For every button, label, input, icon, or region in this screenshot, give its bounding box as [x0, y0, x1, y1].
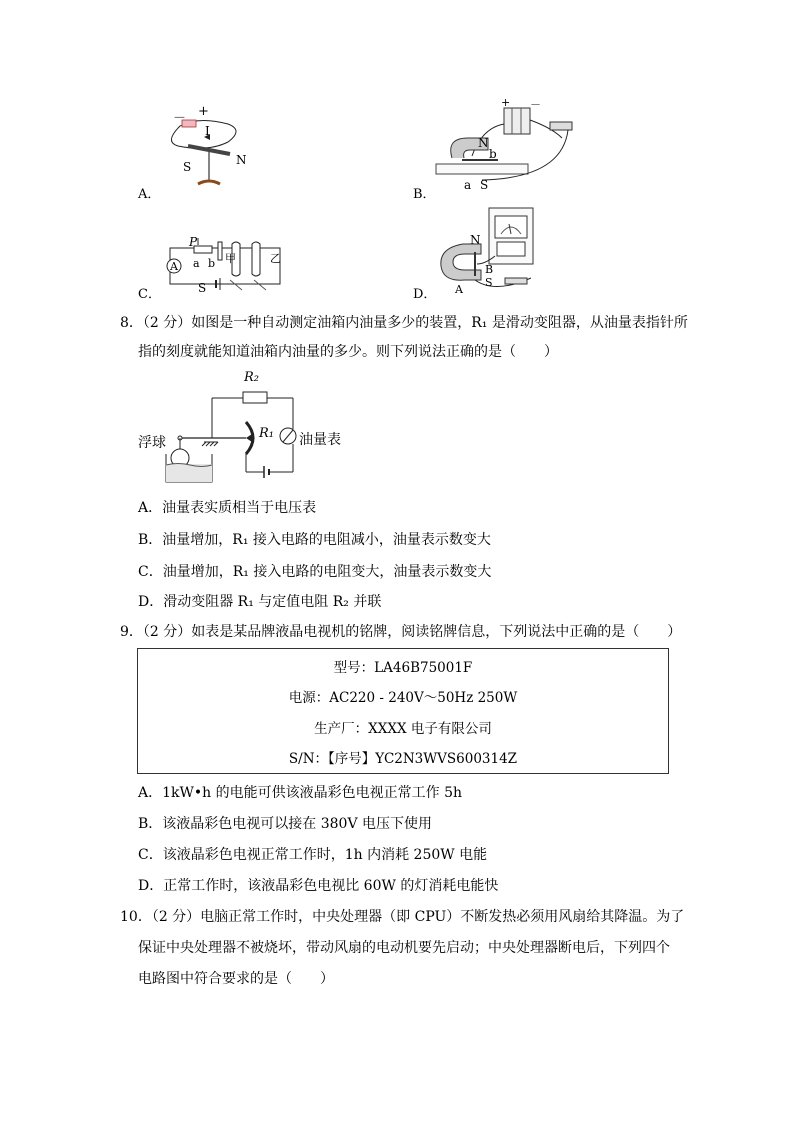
- q7-d-s: S: [485, 276, 493, 289]
- q7-c-yi: 乙: [270, 252, 281, 265]
- q7-b-a: a: [464, 178, 472, 192]
- q7-d-b: B: [485, 263, 494, 276]
- q7-d-a: A: [455, 283, 463, 296]
- q7-a-south: S: [183, 160, 192, 174]
- q8-fig-gauge: 油量表: [299, 432, 341, 448]
- q7-b-figure: [432, 98, 582, 198]
- q7-b-north: N: [478, 136, 489, 150]
- q10-stem-line3: 电路图中符合要求的是（ ）: [138, 971, 334, 987]
- q7-a-current: I: [205, 124, 210, 138]
- q7-c-a: a: [193, 257, 200, 270]
- q8-option-d: D．滑动变阻器 R₁ 与定值电阻 R₂ 并联: [138, 594, 382, 610]
- q7-b-minus: －: [530, 98, 541, 111]
- q8-fig-r1: R₁: [259, 426, 274, 441]
- q7-option-c-label: C．: [138, 287, 161, 302]
- nameplate-model: 型号：LA46B75001F: [333, 660, 473, 676]
- q7-a-figure: [158, 106, 248, 196]
- q7-option-a-label: A．: [138, 187, 161, 202]
- q7-b-south: S: [480, 178, 489, 192]
- q7-d-north: N: [470, 233, 481, 247]
- nameplate-serial: S/N：【序号】YC2N3WVS600314Z: [288, 751, 518, 767]
- q7-a-plus: +: [198, 104, 209, 119]
- q9-stem: 9．（2 分）如表是某品牌液晶电视机的铭牌，阅读铭牌信息，下列说法中正确的是（ ）: [120, 624, 682, 640]
- q7-c-jia: 甲: [225, 252, 236, 265]
- q7-b-b: b: [489, 147, 497, 161]
- q7-a-minus: －: [173, 111, 187, 126]
- q7-option-b-label: B．: [413, 187, 436, 202]
- q9-option-c: C．该液晶彩色电视正常工作时，1h 内消耗 250W 电能: [138, 847, 488, 863]
- q8-fig-float: 浮球: [138, 435, 166, 451]
- q9-option-a: A．1kW•h 的电能可供该液晶彩色电视正常工作 5h: [138, 785, 462, 801]
- q8-option-c: C．油量增加，R₁ 接入电路的电阻变大，油量表示数变大: [138, 564, 492, 580]
- q9-option-d: D．正常工作时，该液晶彩色电视比 60W 的灯消耗电能快: [138, 878, 499, 894]
- q7-c-s: S: [198, 281, 207, 295]
- q7-c-ammeter: A: [170, 260, 178, 273]
- q8-option-b: B．油量增加，R₁ 接入电路的电阻减小，油量表示数变大: [138, 532, 491, 548]
- nameplate-maker: 生产厂：XXXX 电子有限公司: [314, 721, 492, 737]
- q7-c-b: b: [208, 257, 216, 270]
- nameplate-power: 电源：AC220 - 240V～50Hz 250W: [288, 690, 518, 706]
- q7-a-north: N: [236, 153, 247, 167]
- q8-option-a: A．油量表实质相当于电压表: [138, 500, 317, 516]
- q8-stem-line1: 8．（2 分）如图是一种自动测定油箱内油量多少的装置，R₁ 是滑动变阻器，从油量表指针所: [120, 315, 688, 331]
- q9-option-b: B．该液晶彩色电视可以接在 380V 电压下使用: [138, 816, 433, 832]
- q7-b-plus: +: [501, 96, 511, 109]
- q7-option-d-label: D．: [413, 287, 437, 302]
- q10-stem-line2: 保证中央处理器不被烧坏，带动风扇的电动机要先启动；中央处理器断电后，下列四个: [138, 940, 670, 956]
- q10-stem-line1: 10．（2 分）电脑正常工作时，中央处理器（即 CPU）不断发热必须用风扇给其降温。为了: [120, 909, 685, 925]
- q7-c-p: P: [189, 235, 198, 249]
- q9-nameplate: [137, 648, 669, 774]
- q8-fig-r2: R₂: [244, 370, 259, 385]
- q8-stem-line2: 指的刻度就能知道油箱内油量的多少。则下列说法正确的是（ ）: [138, 344, 558, 360]
